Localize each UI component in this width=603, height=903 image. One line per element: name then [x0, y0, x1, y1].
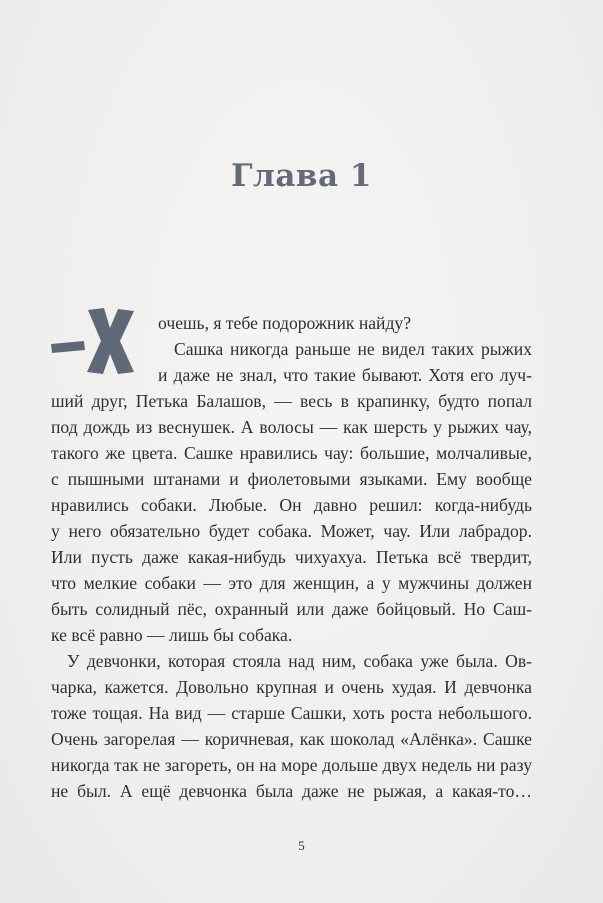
text-line: такого же цвета. Сашке нравились чау: большие, молчаливые,: [51, 443, 532, 463]
text-line: Очень загорелая — коричневая, как шоколад «Алёнка». Сашке: [51, 729, 532, 749]
text-line: у него обязательно будет собака. Может, чау. Или лабрадор.: [51, 521, 532, 541]
text-line: с пышными штанами и фиолетовыми языками. Ему вообще: [51, 469, 532, 489]
text-line: и даже не знал, что такие бывают. Хотя его луч-: [158, 365, 532, 385]
dropcap: [48, 306, 140, 376]
page-number: 5: [298, 838, 305, 853]
text-line: Или пусть даже какая-нибудь чихуахуа. Петька всё твердит,: [51, 547, 532, 567]
text-line: быть солидный пёс, охранный или даже бойцовый. Но Саш-: [51, 599, 532, 619]
text-line: не был. А ещё девчонка была даже не рыжая, а какая-то…: [51, 781, 532, 801]
dropcap-letter-glyph: [87, 308, 134, 374]
chapter-title: Глава 1: [231, 158, 372, 194]
text-line: никогда так не загореть, он на море дольше двух недель ни разу: [51, 755, 532, 775]
text-line: чарка, кажется. Довольно крупная и очень худая. И девчонка: [51, 677, 532, 697]
text-line: под дождь из веснушек. А волосы — как шерсть у рыжих чау,: [51, 417, 532, 437]
text-line: Сашка никогда раньше не видел таких рыжих: [174, 339, 532, 359]
text-line: ший друг, Петька Балашов, — весь в крапинку, будто попал: [51, 391, 532, 411]
text-line: что мелкие собаки — это для женщин, а у мужчины должен: [51, 573, 532, 593]
text-line: ке всё равно — лишь бы собака.: [51, 625, 293, 645]
text-line: очешь, я тебе подорожник найду?: [158, 313, 412, 333]
dropcap-dash: [51, 341, 85, 353]
text-line: У девчонки, которая стояла над ним, собака уже была. Ов-: [67, 651, 532, 671]
text-line: тоже тощая. На вид — старше Сашки, хоть роста небольшого.: [51, 703, 532, 723]
text-line: нравились собаки. Любые. Он давно решил: когда-нибудь: [51, 495, 532, 515]
